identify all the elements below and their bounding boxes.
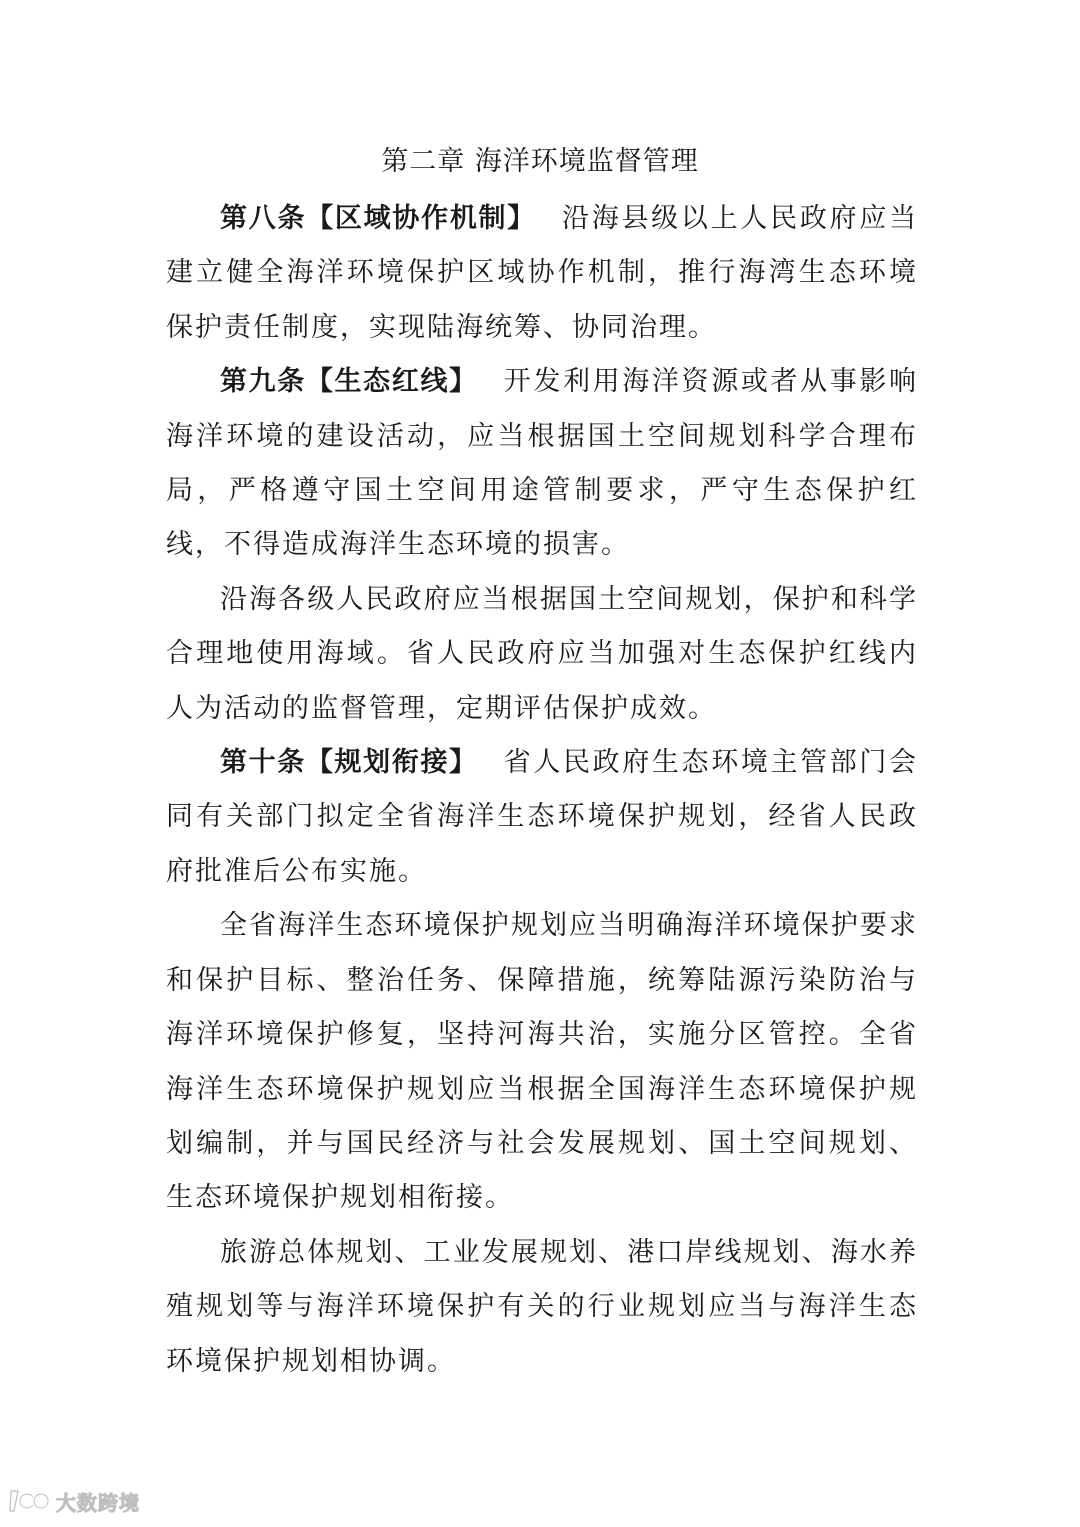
article-9-paragraph: [166, 355, 918, 573]
article-8-paragraph: [166, 192, 918, 355]
article-10-text: 省人民政府生态环境主管部门会同有关部门拟定全省海洋生态环境保护规划，经省人民政府批准后公布实施。: [166, 747, 919, 887]
watermark-logo-icon: [8, 1487, 52, 1515]
article-8-heading: 第八条【区域协作机制】: [220, 203, 536, 234]
article-10-heading: 第十条【规划衔接】: [220, 747, 478, 779]
chapter-title: 第二章 海洋环境监督管理: [381, 146, 699, 177]
watermark-text: 大数跨境: [56, 1490, 140, 1515]
article-9-text: 开发利用海洋资源或者从事影响海洋环境的建设活动，应当根据国土空间规划科学合理布局，严格遵守国土空间用途管制要求，严守生态保护红线，不得造成海洋生态环境的损害。: [166, 366, 919, 561]
article-10-paragraph-3: [166, 1226, 918, 1389]
article-10-paragraph-2: [166, 899, 918, 1225]
article-9-heading: 第九条【生态红线】: [220, 366, 478, 398]
article-9-text-2: 沿海各级人民政府应当根据国土空间规划，保护和科学合理地使用海域。省人民政府应当加强对生态保护红线内人为活动的监督管理，定期评估保护成效。: [166, 583, 918, 724]
article-10-text-3: 旅游总体规划、工业发展规划、港口岸线规划、海水养殖规划等与海洋环境保护有关的行业规划应当与海洋生态环境保护规划相协调。: [166, 1236, 918, 1377]
article-8-text: 沿海县级以上人民政府应当建立健全海洋环境保护区域协作机制，推行海湾生态环境保护责任制度，实现陆海统筹、协同治理。: [166, 203, 918, 343]
watermark: [8, 1484, 140, 1518]
article-9-paragraph-2: [166, 573, 918, 736]
article-10-paragraph: [166, 736, 918, 899]
article-10-text-2: 全省海洋生态环境保护规划应当明确海洋环境保护要求和保护目标、整治任务、保障措施，统筹陆源污染防治与海洋环境保护修复，坚持河海共治，实施分区管控。全省海洋生态环境保护规划应当根据全国海洋生态环境保护规划编制，并与国民经济与社会发展规划、国土空间规划、生态环境保护规划相衔接。: [166, 910, 918, 1214]
document-body: [166, 192, 918, 1389]
